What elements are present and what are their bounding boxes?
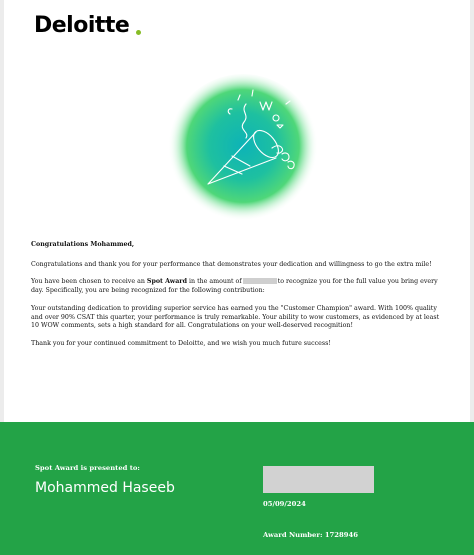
award-date: 05/09/2024	[263, 500, 306, 508]
award-number: Award Number: 1728946	[263, 531, 358, 539]
page-edge-left	[0, 0, 4, 422]
redacted-amount	[243, 278, 277, 284]
paragraph-award	[31, 278, 443, 296]
award-type: Spot Award	[146, 278, 188, 286]
page-edge-right	[470, 0, 474, 422]
award-amount-label: in the amount of	[187, 278, 242, 286]
recipient-name: Mohammed Haseeb	[35, 480, 175, 496]
presented-to-label: Spot Award is presented to:	[35, 464, 140, 472]
logo-green-dot	[136, 30, 141, 35]
letter-body	[31, 241, 443, 358]
award-text-start: You have been chosen to receive an	[31, 278, 147, 286]
paragraph-closing: Thank you for your continued commitment to Deloitte, and we wish you much future success!	[31, 339, 331, 347]
paragraph-thanks: Congratulations and thank you for your performance that demonstrates your dedication and willingness to go the extra mile!	[31, 260, 432, 268]
deloitte-logo: Deloitte	[34, 13, 130, 38]
redacted-signature	[263, 466, 374, 493]
paragraph-contribution: Your outstanding dedication to providing superior service has earned you the "Customer Champion" award. With 100% quality and over 90% CSAT this quarter, your performance is truly remarkable. Your ability to wow customers, as evidenced by at least 10 WOW comments, sets a high standard for all. Congratulations on your well-deserved recognition!	[31, 304, 440, 330]
award-text-end: to recognize you for the full value you bring every day. Specifically, you are being recognized for the following contribution:	[31, 278, 438, 295]
green-glow-circle	[168, 74, 318, 224]
celebration-hero-image	[168, 74, 318, 224]
greeting: Congratulations Mohammed,	[31, 241, 135, 248]
